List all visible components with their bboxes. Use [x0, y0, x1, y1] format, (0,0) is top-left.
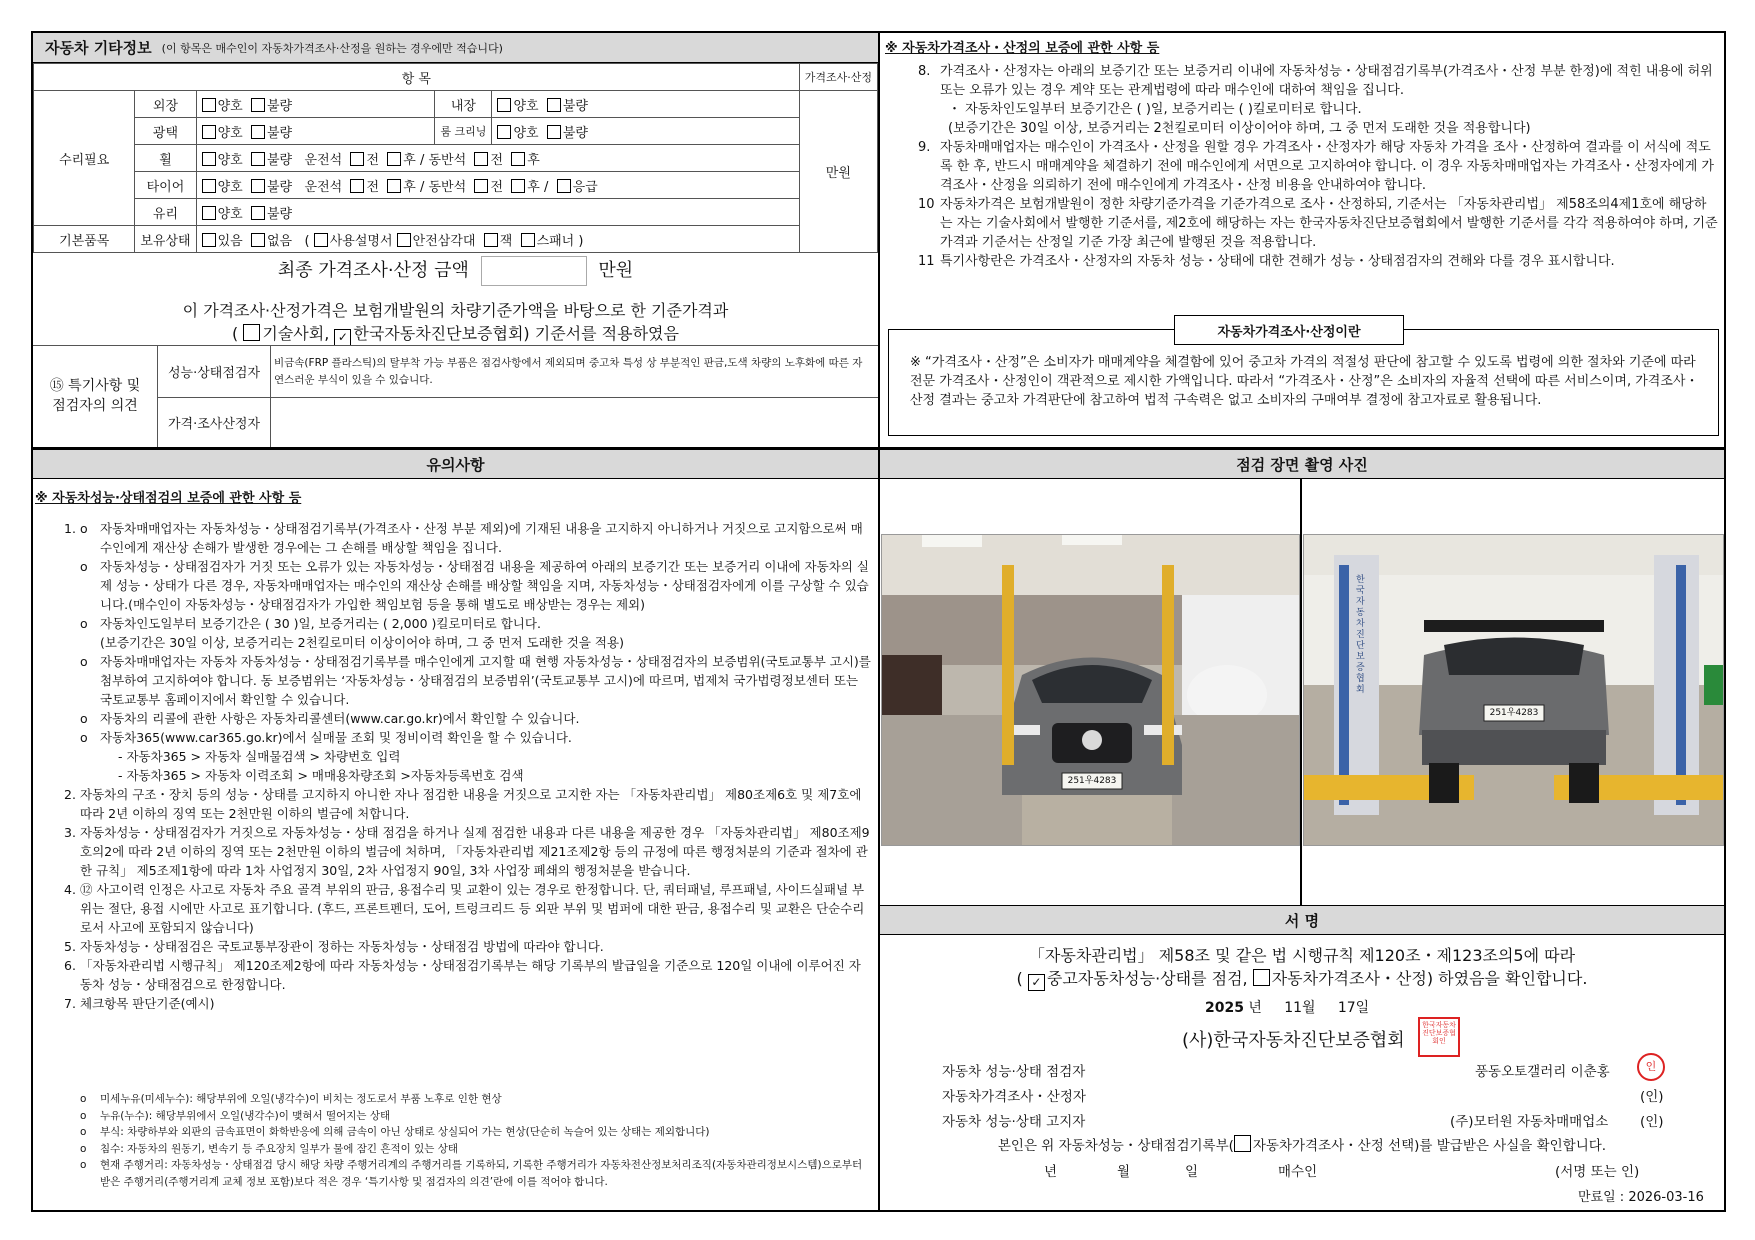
row-gloss-label: 광택	[135, 118, 196, 145]
price-definition-text: ※ “가격조사・산정”은 소비자가 매매계약을 체결함에 있어 중고차 가격의 적절성 판단에 참고할 수 있도록 법령에 의한 절차와 기준에 따라 전문 가격조사・산정인이 객관적으로 제시한 가액입니다. 따라서 “가격조사・산정”은 소비자의 자율적 선택에 따른 서비스이며, 가격조사・산정 결과는 중고차 가격판단에 참고하여 법적 구속력은 없고 소비자의 구매여부 결정에 참고자료로 활용됩니다.	[910, 355, 1699, 408]
list-item: o 현재 주행거리: 자동차성능・상태점검 당시 해당 차량 주행거리계의 주행거리를 기록하되, 기록한 주행거리가 자동차전산정보처리조직(자동차관리정보시스템)으로부터 받은 주행거리(주행거리계 교체 정보 포함)보다 적은 경우 ‘특기사항 및 점검자의 의견’란에 이를 적어야 합니다.	[80, 1159, 863, 1188]
expiry-date: 만료일 : 2026-03-16	[1578, 1190, 1704, 1205]
checkbox[interactable]	[521, 233, 535, 247]
final-price-row	[33, 256, 878, 286]
signer-seal: 인	[1637, 1053, 1665, 1081]
basic-group-label: 기본품목	[34, 226, 135, 253]
price-definition-title: 자동차가격조사·산정이란	[1174, 315, 1404, 345]
special-price-label: 가격·조사산정자	[158, 397, 271, 447]
bottom-year-unit: 년	[1044, 1164, 1058, 1180]
front-photo	[881, 534, 1300, 846]
signer-role: 자동차 성능·상태 점검자	[942, 1064, 1086, 1080]
list-item: (보증기간은 30일 이상, 보증거리는 2천킬로미터 이상이어야 하며, 그 중 먼저 도래한 것을 적용합니다)	[948, 121, 1531, 136]
notes-list	[64, 519, 872, 1013]
org-name: (사)한국자동차진단보증협회	[1182, 1030, 1405, 1051]
bottom-day-unit: 일	[1185, 1164, 1199, 1180]
list-item: 4. ⑫ 사고이력 인정은 사고로 자동차 주요 골격 부위의 판금, 용접수리 및 교환이 있는 경우로 한정합니다. 단, 쿼터패널, 루프패널, 사이드실패널 부위는 절단, 용접 시에만 사고로 표기합니다. (후드, 프론트펜더, 도어, 트렁크리드 등 외판 부위 및 범퍼에 대한 판금, 용접수리 및 교환은 단순수리로서 사고에 포함되지 않습니다)	[64, 882, 865, 935]
list-item: o 누유(누수): 해당부위에서 오일(냉각수)이 맺혀서 떨어지는 상태	[80, 1109, 391, 1122]
list-item: 10 자동차가격은 보험개발원이 정한 차량기준가격을 기준가격으로 조사・산정하되, 기준서는 「자동차관리법」 제58조의4제1호에 해당하는 자는 기술사회에서 발행한 기준서를, 제2호에 해당하는 자는 한국자동차진단보증협회에서 발행한 기준서를 각각 적용하여야 하며, 기준가격과 기준서는 산정일 기준 가장 최근에 발행된 것을 적용합니다.	[918, 197, 1718, 250]
checkbox[interactable]	[474, 152, 488, 166]
checkbox[interactable]	[547, 125, 561, 139]
checkbox[interactable]	[251, 206, 265, 220]
notes-header: 유의사항	[33, 449, 878, 479]
checkbox[interactable]	[497, 98, 511, 112]
list-item: o 자동차성능・상태점검자가 거짓 또는 오류가 있는 자동차성능・상태점검 내용을 제공하여 아래의 보증기간 또는 보증거리 이내에 자동차의 실제 성능・상태가 다른 경우, 자동차매매업자는 매수인의 재산상 손해를 배상할 책임을 지며, 자동차성능・상태점검자에게 이를 구상할 수 있습니다.(매수인이 자동차성능・상태점검자가 가입한 책임보험 등을 통해 별도로 배상받는 경우는 제외)	[80, 559, 869, 612]
row-holding-label: 보유상태	[135, 226, 196, 253]
checkbox[interactable]	[511, 152, 525, 166]
list-item: 2. 자동차의 구조・장치 등의 성능・상태를 고지하지 아니한 자나 점검한 내용을 거짓으로 고지한 자는 「자동차관리법」 제80조제6호 및 제7호에 따라 2년 이하의 징역 또는 2천만원 이하의 벌금에 처합니다.	[64, 787, 862, 821]
row-wheel-label: 휠	[135, 145, 196, 172]
checkbox[interactable]	[202, 179, 216, 193]
signer-role: 자동차가격조사・산정자	[942, 1089, 1086, 1105]
special-perf-label: 성능·상태점검자	[158, 345, 271, 398]
checkbox-kaida[interactable]: ✓	[334, 329, 351, 346]
gloss-options: 양호 불량	[196, 118, 435, 145]
checkbox[interactable]	[202, 206, 216, 220]
notes-heading: ※ 자동차성능·상태점검의 보증에 관한 사항 등	[35, 491, 302, 506]
checkbox[interactable]	[547, 98, 561, 112]
checkbox[interactable]	[251, 179, 265, 193]
rear-plate: 251우4283	[1489, 708, 1539, 718]
checkbox[interactable]	[251, 98, 265, 112]
checkbox-performance-check[interactable]: ✓	[1028, 974, 1045, 991]
rear-photo	[1303, 534, 1724, 846]
checkbox-ack-price[interactable]	[1234, 1135, 1251, 1152]
list-item: - 자동차365 > 자동차 이력조회 > 매매용차량조회 >자동차등록번호 검색	[118, 768, 524, 783]
repair-group-label: 수리필요	[34, 91, 135, 226]
price-header: 가격조사·산정	[799, 64, 877, 91]
glass-options: 양호 불량	[196, 199, 799, 226]
front-car-image	[882, 535, 1299, 845]
checkbox[interactable]	[474, 179, 488, 193]
signer-name: 풍동오토갤러리 이춘홍	[1475, 1064, 1610, 1080]
check-criteria-list	[80, 1091, 872, 1190]
sign-or-seal: (서명 또는 인)	[1555, 1164, 1640, 1180]
holding-options: 있음 없음 ( 사용설명서 안전삼각대 잭 스패너 )	[196, 226, 799, 253]
special-notes-label: ⑮ 특기사항 및 점검자의 의견	[33, 345, 158, 447]
list-item: 8. 가격조사・산정자는 아래의 보증기간 또는 보증거리 이내에 자동차성능・상태점검기록부(가격조사・산정 부분 한정)에 적힌 내용에 허위 또는 오류가 있는 경우 계약 또는 관계법령에 따라 매수인에 대하여 책임을 집니다.	[918, 64, 1713, 98]
repair-table	[33, 63, 878, 253]
checkbox[interactable]	[251, 152, 265, 166]
final-price-unit: 만원	[598, 260, 634, 281]
law-line: 「자동차관리법」 제58조 및 같은 법 시행규칙 제120조・제123조의5에 따라	[1028, 946, 1576, 965]
signer-seal-mark: (인)	[1640, 1089, 1664, 1105]
checkbox[interactable]	[314, 233, 328, 247]
issue-date: 2025 년 11월 17일	[1205, 1000, 1370, 1016]
checkbox[interactable]	[202, 233, 216, 247]
checkbox[interactable]	[350, 179, 364, 193]
basis-line-2: ( 기술사회, ✓ 한국자동차진단보증협회) 기준서를 적용하였음	[232, 324, 679, 344]
row-room-cleaning-label: 룸 크리닝	[435, 118, 492, 145]
list-item: 9. 자동차매매업자는 매수인이 가격조사・산정을 원할 경우 가격조사・산정자가 해당 자동차 가격을 조사・산정하여 결과를 이 서식에 적도록 한 후, 반드시 매매계약을 체결하기 전에 매수인에게 서면으로 고지하여야 합니다. 이 경우 자동차매매업자는 가격조사・산정자에게 가격조사・산정을 의뢰하기 전에 매수인에게 가격조사・산정 비용을 안내하여야 합니다.	[918, 140, 1714, 193]
list-item: o 부식: 차량하부와 외판의 금속표면이 화학반응에 의해 금속이 아닌 상태로 상실되어 가는 현상(단순히 녹슬어 있는 상태는 제외합니다)	[80, 1126, 710, 1138]
checkbox[interactable]	[397, 233, 411, 247]
confirm-line: ( ✓ 중고자동차성능·상태를 점검, 자동차가격조사・산정) 하였음을 확인합니다.	[1016, 969, 1588, 989]
list-item: ・ 자동차인도일부터 보증기간은 ( )일, 보증거리는 ( )킬로미터로 합니다.	[948, 102, 1362, 117]
checkbox[interactable]	[557, 179, 571, 193]
list-item: o 미세누유(미세누수): 해당부위에 오일(냉각수)이 비치는 정도로서 부품 노후로 인한 현상	[80, 1093, 502, 1105]
lift-pillar-text: 한국자동차진단보증협회	[1356, 575, 1365, 695]
final-price-input[interactable]	[481, 256, 587, 286]
list-item: (보증기간은 30일 이상, 보증거리는 2천킬로미터 이상이어야 하며, 그 중 먼저 도래한 것을 적용)	[100, 635, 624, 650]
signer-seal-mark: (인)	[1640, 1114, 1664, 1130]
checkbox[interactable]	[251, 233, 265, 247]
checkbox[interactable]	[387, 152, 401, 166]
buyer-label: 매수인	[1278, 1164, 1318, 1180]
org-stamp: 한국자동차진단보증협회인	[1418, 1017, 1460, 1057]
list-item: o 자동차매매업자는 자동차 자동차성능・상태점검기록부를 매수인에게 고지할 때 현행 자동차성능・상태점검자의 보증범위(국토교통부 고시)를 첨부하여 고지하여야 합니다. 동 보증범위는 ‘자동차성능・상태점검의 보증범위’(국토교통부 고시)에 따르며, 법제처 국가법령정보센터 또는 국토교통부 홈페이지에서 확인할 수 있습니다.	[80, 654, 871, 707]
row-exterior-label: 외장	[135, 91, 196, 118]
checkbox[interactable]	[202, 98, 216, 112]
checkbox[interactable]	[484, 233, 498, 247]
signer-role: 자동차 성능·상태 고지자	[942, 1114, 1086, 1130]
checkbox[interactable]	[251, 125, 265, 139]
checkbox[interactable]	[511, 179, 525, 193]
final-price-label: 최종 가격조사·산정 금액	[277, 260, 469, 281]
list-item: 11 특기사항란은 가격조사・산정자의 자동차 성능・상태에 대한 견해가 성능・상태점검자의 견해와 다를 경우 표시합니다.	[918, 254, 1615, 269]
price-guarantee-heading: ※ 자동차가격조사・산정의 보증에 관한 사항 등	[885, 41, 1160, 56]
signer-name: (주)모터원 자동차매매업소	[1450, 1114, 1609, 1130]
room-cleaning-options: 양호 불량	[492, 118, 799, 145]
list-item: 6. 「자동차관리법 시행규칙」 제120조제2항에 따라 자동차성능・상태점검기록부는 해당 기록부의 발급일을 기준으로 120일 이내에 이루어진 자동차 성능・상태점검으로 한정합니다.	[64, 958, 861, 992]
section-note: (이 항목은 매수인이 자동차가격조사·산정을 원하는 경우에만 적습니다)	[161, 41, 503, 55]
row-tire-label: 타이어	[135, 172, 196, 199]
list-item: 5. 자동차성능・상태점검은 국토교통부장관이 정하는 자동차성능・상태점검 방법에 따라야 합니다.	[64, 939, 604, 954]
price-unit: 만원	[799, 91, 877, 253]
list-item: o 자동차인도일부터 보증기간은 ( 30 )일, 보증거리는 ( 2,000 )킬로미터로 합니다.	[80, 616, 541, 631]
checkbox-tech-society[interactable]	[243, 324, 260, 341]
checkbox[interactable]	[202, 152, 216, 166]
list-item: 1. o 자동차매매업자는 자동차성능・상태점검기록부(가격조사・산정 부분 제외)에 기재된 내용을 고지하지 아니하거나 거짓으로 고지함으로써 매수인에게 재산상 손해가 발생한 경우에는 그 손해를 배상할 책임을 집니다.	[64, 521, 863, 555]
exterior-options: 양호 불량	[196, 91, 435, 118]
other-info-title-bar	[33, 33, 878, 63]
list-item: - 자동차365 > 자동차 실매물검색 > 차량번호 입력	[118, 749, 401, 764]
list-item: o 자동차365(www.car365.go.kr)에서 실매물 조회 및 정비이력 확인을 할 수 있습니다.	[80, 730, 572, 745]
bottom-month-unit: 월	[1117, 1164, 1131, 1180]
row-glass-label: 유리	[135, 199, 196, 226]
front-plate: 251우4283	[1067, 776, 1117, 786]
price-guarantee-list	[918, 62, 1718, 271]
list-item: o 침수: 자동차의 원동기, 변속기 등 주요장치 일부가 물에 잠긴 흔적이 있는 상태	[80, 1142, 459, 1155]
wheel-options: 양호 불량 운전석 전 후 / 동반석 전 후	[196, 145, 799, 172]
checkbox[interactable]	[497, 125, 511, 139]
section-title: 자동차 기타정보	[45, 39, 152, 57]
tire-options: 양호 불량 운전석 전 후 / 동반석 전 후 / 응급	[196, 172, 799, 199]
interior-options: 양호 불량	[492, 91, 799, 118]
special-perf-text: 비금속(FRP 플라스틱)의 탈부착 가능 부품은 점검사항에서 제외되며 중고차 특성 상 부분적인 판금,도색 차량의 노후화에 따른 자연스러운 부식이 있을 수 있습니다.	[274, 357, 863, 386]
checkbox[interactable]	[387, 179, 401, 193]
signature-header: 서 명	[880, 905, 1724, 935]
list-item: 3. 자동차성능・상태점검자가 거짓으로 자동차성능・상태 점검을 하거나 실제 점검한 내용과 다른 내용을 제공한 경우 「자동차관리법」 제80조제9호의2에 따라 2년 이하의 징역 또는 2천만원 이하의 벌금에 처하며, 「자동차관리법 제21조제2항 등의 규정에 따른 행정처분의 기준과 절차에 관한 규칙」 제5조제1항에 따라 1차 사업정지 30일, 2차 사업정지 90일, 3차 사업장 폐쇄의 행정처분을 받습니다.	[64, 825, 870, 878]
row-interior-label: 내장	[435, 91, 492, 118]
photos-header: 점검 장면 촬영 사진	[880, 449, 1724, 479]
checkbox-price-check[interactable]	[1253, 969, 1270, 986]
ack-line: 본인은 위 자동차성능・상태점검기록부( 자동차가격조사・산정 선택)를 발급받은 사실을 확인합니다.	[880, 1134, 1724, 1154]
item-header: 항 목	[34, 64, 800, 91]
basis-line-1: 이 가격조사·산정가격은 보험개발원의 차량기준가액을 바탕으로 한 기준가격과	[182, 301, 729, 320]
list-item: 7. 체크항목 판단기준(예시)	[64, 996, 215, 1011]
checkbox[interactable]	[350, 152, 364, 166]
list-item: o 자동차의 리콜에 관한 사항은 자동차리콜센터(www.car.go.kr)에서 확인할 수 있습니다.	[80, 711, 580, 726]
checkbox[interactable]	[202, 125, 216, 139]
column-divider	[878, 31, 880, 1212]
